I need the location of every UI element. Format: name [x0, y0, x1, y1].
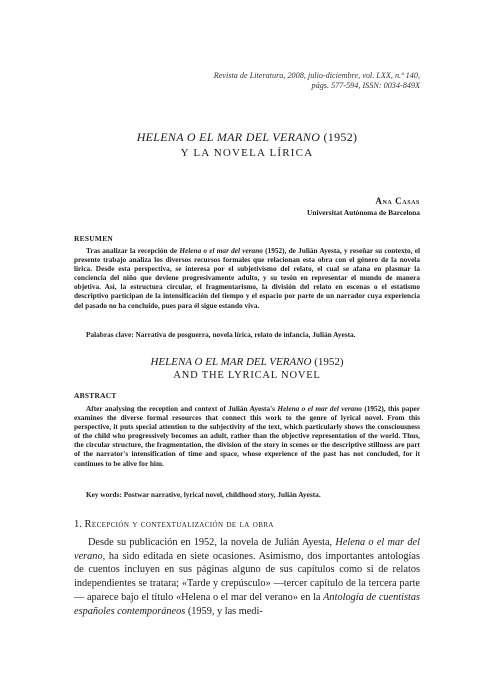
- abstract-paragraph: [74, 404, 420, 468]
- body-text-1: Desde su publicación en 1952, la novela de Julián Ayesta,: [88, 537, 336, 548]
- abstract-text-2: (1952), this paper examines the diverse formal resources that connect this work to the genre of lyrical novel. From this perspective, it puts special attention to the subjectivity of the text, which particularly shows the consciousness of the child who progressively becomes an adult, rather than the objective representation of the world. Thus, the circular structure, the fragmentation, the division of the story in scenes or the descriptive stillness are part of the narrator's intensification of time and space, whose experience of the past has not concluded, for it continues to be alive for him.: [74, 404, 420, 468]
- resumen-text-1: Tras analizar la recepción de: [86, 246, 180, 255]
- article-title-year: (1952): [323, 130, 358, 144]
- section-number: 1.: [74, 519, 82, 530]
- journal-citation-line2: págs. 577-594, ISSN: 0034-849X: [311, 81, 420, 90]
- body-text-2: ha sido editada en siete ocasiones. Asimismo, dos importantes antologías de cuentos incluyen en sus páginas alguno de sus capítulos como si de relatos independientes se tratara; «Tarde y crepúsculo» —tercer capítulo de la tercera parte— aparece bajo el título «Helena o el mar del verano» en la: [74, 550, 420, 603]
- english-subtitle: AND THE LYRICAL NOVEL: [173, 370, 321, 381]
- resumen-text-2: (1952), de Julián Ayesta, y reseñar su contexto, el presente trabajo analiza los diversos recursos formales que relacionan esta obra con el género de la novela lírica. Desde esta perspectiva, se interesa por el subjetivismo del relato, el cual se afana en plasmar la conciencia del niño que deviene progresivamente adulto, y su tesón en representar el mundo de manera objetiva. Así, la estructura circular, el fragmentarismo, la división del relato en escenas o el estatismo descriptivo participan de la intensificación del tiempo y el espacio por parte de un narrador cuya experiencia del pasado no ha concluido, pues para él sigue estando viva.: [74, 246, 420, 310]
- key-words: [74, 490, 420, 499]
- body-text-italic-2: Antología de cuentistas españoles contemporáneos: [74, 591, 420, 617]
- palabras-clave: [74, 330, 420, 339]
- resumen-paragraph: [74, 246, 420, 310]
- resumen-text-italic: Helena o el mar del verano: [179, 246, 263, 255]
- key-words-label: Key words:: [86, 490, 122, 499]
- section-title: Recepción y contextualización de la obra: [84, 519, 274, 530]
- english-title-italic: HELENA O EL MAR DEL VERANO: [150, 356, 312, 368]
- english-title: [74, 356, 420, 369]
- english-title-year: (1952): [314, 356, 344, 368]
- palabras-clave-label: Palabras clave:: [86, 330, 134, 339]
- abstract-text-italic: Helena o el mar del verano: [277, 404, 362, 413]
- journal-header: [74, 71, 420, 91]
- journal-citation-line1: Revista de Literatura, 2008, julio-diciembre, vol. LXX, n.º 140,: [213, 71, 420, 80]
- author-block: [74, 196, 420, 218]
- article-title-italic: HELENA O EL MAR DEL VERANO: [136, 130, 321, 144]
- resumen-heading: RESUMEN: [74, 234, 114, 243]
- palabras-clave-text: Narrativa de posguerra, novela lírica, relato de infancia, Julián Ayesta.: [133, 330, 356, 339]
- article-title: [74, 130, 420, 144]
- section-heading: [74, 519, 420, 530]
- article-subtitle: Y LA NOVELA LÍRICA: [180, 147, 314, 159]
- author-institution: Universitat Autònoma de Barcelona: [307, 208, 420, 217]
- abstract-heading: ABSTRACT: [74, 391, 117, 400]
- body-text-3: (1959, y las medi-: [185, 605, 263, 617]
- body-text-italic-1: Helena o el mar del verano,: [74, 537, 420, 562]
- key-words-text: Postwar narrative, lyrical novel, childhood story, Julián Ayesta.: [121, 490, 321, 499]
- author-name: Ana Casas: [375, 196, 420, 206]
- body-paragraph: [74, 536, 420, 618]
- abstract-text-1: After analysing the reception and context of Julián Ayesta's: [86, 404, 278, 413]
